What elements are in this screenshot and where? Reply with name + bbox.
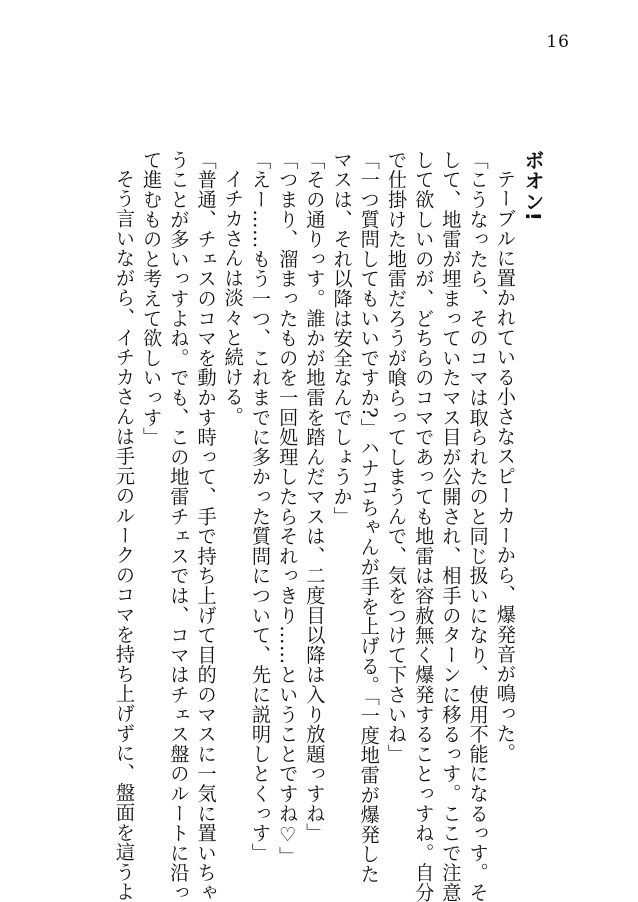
text-line: して欲しいのが、どちらのコマであっても地雷は容赦無く爆発することっすね。自分 [412, 150, 436, 902]
text-line-heading: ボオン! [521, 150, 545, 222]
text-line: 「こうなったら、そのコマは取られたのと同じ扱いになり、使用不能になるっす。そ [466, 150, 490, 902]
page-number: 16 [546, 32, 570, 52]
text-line: 「その通りっす。誰かが地雷を踏んだマスは、二度目以降は入り放題っすね」 [303, 150, 327, 843]
text-line: 「一つ質問してもいいですか?」ハナコちゃんが手を上げる。「一度地雷が爆発した [357, 150, 381, 884]
text-line: イチカさんは淡々と続ける。 [221, 169, 245, 427]
text-line: そう言いながら、イチカさんは手元のルークのコマを持ち上げずに、盤面を這うよ [112, 169, 136, 902]
text-line: マスは、それ以降は安全なんでしょうか」 [330, 150, 354, 527]
text-line: て進むものと考えて欲しいっす」 [140, 150, 164, 447]
text-line: 「えー……もう一つ、これまでに多かった質問について、先に説明しとくっす」 [248, 150, 272, 863]
novel-text-body [46, 150, 546, 902]
text-line: 「つまり、溜まったものを一回処理したらそれっきり……ということですね♡」 [276, 150, 300, 867]
text-line: で仕掛けた地雷だろうが喰らってしまうんで、気をつけて下さいね」 [384, 150, 408, 764]
text-line: して、地雷が埋まっていたマス目が公開され、相手のターンに移るっす。ここで注意 [439, 150, 463, 902]
text-line: 「普通、チェスのコマを動かす時って、手で持ち上げて目的のマスに一気に置いちゃ [194, 150, 218, 902]
text-line: テーブルに置かれている小さなスピーカーから、爆発音が鳴った。 [493, 169, 517, 763]
text-line: うことが多いっすよね。でも、この地雷チェスでは、コマはチェス盤のルートに沿っ [167, 150, 191, 902]
